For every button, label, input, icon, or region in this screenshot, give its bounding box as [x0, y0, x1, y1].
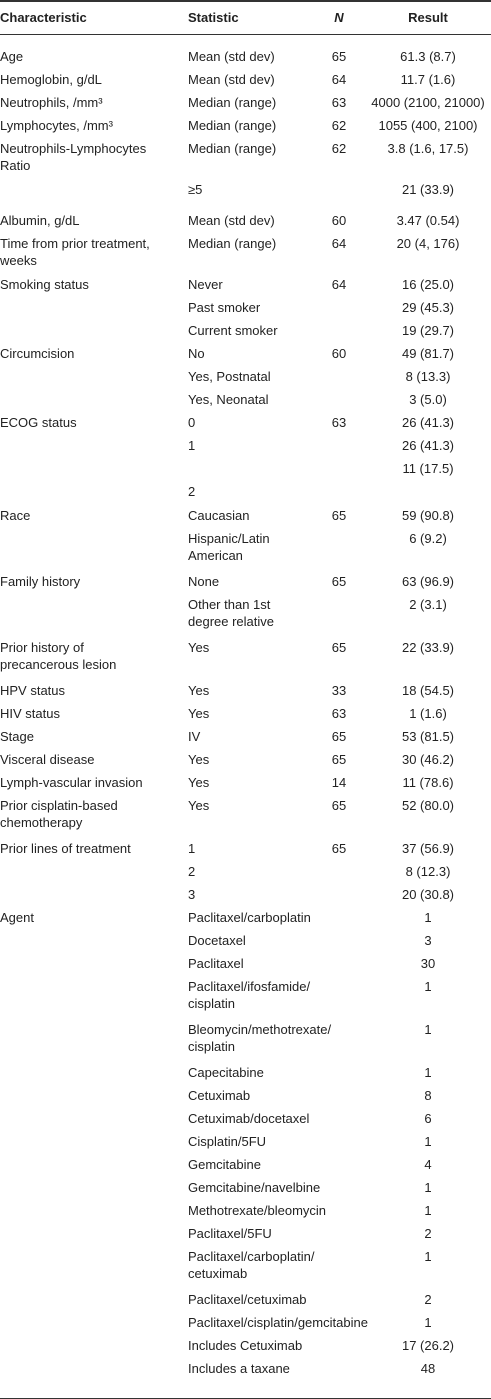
table-cell: Yes [188, 706, 210, 721]
table-cell: Cisplatin/5FU [188, 1134, 267, 1149]
table-cell: 63 (96.9) [401, 574, 455, 589]
table-cell: Median (range) [188, 141, 277, 156]
table-cell: Cetuximab/docetaxel [188, 1111, 310, 1126]
table-cell: Paclitaxel [188, 956, 244, 971]
table-cell: Never [188, 277, 223, 292]
table-cell: 3 [424, 933, 432, 948]
table-rule [0, 34, 491, 35]
table-cell: 1 [424, 1315, 432, 1330]
table-cell: 60 [331, 346, 347, 361]
table-cell: 1 (1.6) [409, 706, 447, 721]
table-cell: 8 [424, 1088, 432, 1103]
table-cell: 49 (81.7) [401, 346, 455, 361]
table-cell: 0 [188, 415, 196, 430]
table-cell: Includes Cetuximab [188, 1338, 303, 1353]
table-cell: 1 [188, 438, 196, 453]
table-cell: 17 (26.2) [401, 1338, 455, 1353]
table-cell: 3 [188, 887, 196, 902]
table-cell: No [188, 346, 205, 361]
table-cell: 65 [331, 574, 347, 589]
table-rule [0, 0, 491, 2]
table-cell: 11.7 (1.6) [400, 72, 456, 87]
table-cell: HIV status [0, 706, 60, 721]
table-cell: Mean (std dev) [188, 213, 275, 228]
table-cell: 16 (25.0) [401, 277, 455, 292]
table-cell: 61.3 (8.7) [400, 49, 456, 64]
table-cell: Time from prior treatment, weeks [0, 236, 150, 268]
table-cell: Median (range) [188, 95, 277, 110]
table-cell: Median (range) [188, 236, 277, 251]
table-cell: 6 [424, 1111, 432, 1126]
table-cell: 11 (17.5) [402, 461, 454, 476]
table-cell: Yes [188, 798, 210, 813]
table-cell: 3.8 (1.6, 17.5) [387, 141, 469, 156]
table-cell: 65 [331, 729, 347, 744]
table-cell: Gemcitabine/navelbine [188, 1180, 321, 1195]
table-cell: Paclitaxel/carboplatin/ cetuximab [188, 1249, 315, 1281]
table-cell: Visceral disease [0, 752, 95, 767]
table-cell: Stage [0, 729, 34, 744]
table-cell: 20 (4, 176) [396, 236, 460, 251]
table-cell: Caucasian [188, 508, 250, 523]
table-cell: 26 (41.3) [401, 415, 455, 430]
table-cell: 2 [424, 1226, 432, 1241]
table-cell: Gemcitabine [188, 1157, 261, 1172]
table-cell: ≥5 [188, 182, 203, 197]
table-cell: 2 [188, 864, 196, 879]
table-cell: Cetuximab [188, 1088, 251, 1103]
table-cell: 63 [331, 415, 347, 430]
table-cell: Prior lines of treatment [0, 841, 131, 856]
table-cell: 65 [331, 752, 347, 767]
table-cell: 65 [331, 508, 347, 523]
table-cell: 1 [424, 1203, 432, 1218]
table-cell: 52 (80.0) [401, 798, 455, 813]
table-cell: 26 (41.3) [401, 438, 455, 453]
table-cell: 53 (81.5) [401, 729, 455, 744]
table-cell: 19 (29.7) [401, 323, 455, 338]
table-cell: Median (range) [188, 118, 277, 133]
table-cell: Lymph-vascular invasion [0, 775, 143, 790]
table-cell: 1 [424, 1134, 432, 1149]
table-cell: 1 [188, 841, 196, 856]
table-cell: Paclitaxel/cisplatin/gemcitabine [188, 1315, 368, 1330]
table-cell: 14 [331, 775, 347, 790]
table-cell: 60 [331, 213, 347, 228]
table-cell: Paclitaxel/cetuximab [188, 1292, 307, 1307]
table-cell: 21 (33.9) [401, 182, 455, 197]
table-cell: 2 [424, 1292, 432, 1307]
table-cell: 64 [331, 236, 347, 251]
table-cell: None [188, 574, 220, 589]
table-cell: 1 [424, 1180, 432, 1195]
table-cell: 8 (13.3) [405, 369, 451, 384]
table-cell: 48 [420, 1361, 436, 1376]
table-cell: 20 (30.8) [401, 887, 455, 902]
table-cell: Circumcision [0, 346, 75, 361]
table-cell: 6 (9.2) [409, 531, 447, 546]
table-cell: Capecitabine [188, 1065, 264, 1080]
table-cell: 2 (3.1) [409, 597, 447, 612]
table-cell: Neutrophils, /mm³ [0, 95, 103, 110]
table-cell: Bleomycin/methotrexate/ cisplatin [188, 1022, 332, 1054]
table-cell: 65 [331, 798, 347, 813]
table-cell: Prior cisplatin-based chemotherapy [0, 798, 118, 830]
table-cell: 8 (12.3) [405, 864, 451, 879]
table-cell: 33 [331, 683, 347, 698]
table-cell: Hemoglobin, g/dL [0, 72, 102, 87]
table-cell: ECOG status [0, 415, 77, 430]
table-cell: 1 [424, 1249, 432, 1264]
table-cell: Yes [188, 752, 210, 767]
table-cell: 62 [331, 141, 347, 156]
table-cell: Family history [0, 574, 81, 589]
table-cell: 65 [331, 49, 347, 64]
table-cell: 1055 (400, 2100) [378, 118, 478, 133]
table-cell: Yes [188, 775, 210, 790]
column-header: N [334, 10, 344, 25]
table-cell: 22 (33.9) [401, 640, 455, 655]
table-cell: Paclitaxel/carboplatin [188, 910, 311, 925]
table-cell: Agent [0, 910, 34, 925]
table-cell: HPV status [0, 683, 66, 698]
table-cell: Paclitaxel/ifosfamide/ cisplatin [188, 979, 311, 1011]
table-cell: Smoking status [0, 277, 89, 292]
table-cell: 65 [331, 841, 347, 856]
table-cell: 63 [331, 706, 347, 721]
table-cell: 4 [424, 1157, 432, 1172]
table-cell: Neutrophils-Lymphocytes Ratio [0, 141, 147, 173]
table-cell: Mean (std dev) [188, 72, 275, 87]
table-cell: 64 [331, 277, 347, 292]
table-cell: 63 [331, 95, 347, 110]
table-cell: 29 (45.3) [401, 300, 455, 315]
table-cell: Yes, Neonatal [188, 392, 269, 407]
table-cell: Mean (std dev) [188, 49, 275, 64]
table-cell: Past smoker [188, 300, 261, 315]
table-cell: 59 (90.8) [401, 508, 455, 523]
table-cell: 4000 (2100, 21000) [371, 95, 485, 110]
table-cell: Hispanic/Latin American [188, 531, 270, 563]
table-cell: Race [0, 508, 31, 523]
table-cell: Paclitaxel/5FU [188, 1226, 272, 1241]
table-cell: Prior history of precancerous lesion [0, 640, 117, 672]
column-header: Statistic [188, 10, 239, 25]
table-cell: 65 [331, 640, 347, 655]
table-cell: 2 [188, 484, 196, 499]
table-cell: 1 [424, 910, 432, 925]
table-cell: 11 (78.6) [402, 775, 454, 790]
table-cell: 3 (5.0) [409, 392, 447, 407]
column-header: Characteristic [0, 10, 87, 25]
table-cell: 3.47 (0.54) [396, 213, 460, 228]
table-cell: 62 [331, 118, 347, 133]
table-cell: IV [188, 729, 201, 744]
table-cell: Yes [188, 640, 210, 655]
table-cell: 18 (54.5) [401, 683, 455, 698]
table-cell: 30 [420, 956, 436, 971]
table-cell: Lymphocytes, /mm³ [0, 118, 113, 133]
table-cell: 30 (46.2) [401, 752, 455, 767]
table-cell: Includes a taxane [188, 1361, 290, 1376]
table-cell: Yes [188, 683, 210, 698]
column-header: Result [408, 10, 448, 25]
table-cell: 1 [424, 1022, 432, 1037]
table-cell: 1 [424, 1065, 432, 1080]
table-cell: Docetaxel [188, 933, 246, 948]
table-cell: Current smoker [188, 323, 278, 338]
table-cell: Yes, Postnatal [188, 369, 271, 384]
table-cell: 1 [424, 979, 432, 994]
table-cell: Methotrexate/bleomycin [188, 1203, 327, 1218]
table-cell: Albumin, g/dL [0, 213, 80, 228]
table-cell: 64 [331, 72, 347, 87]
table-cell: Other than 1st degree relative [188, 597, 274, 629]
table-cell: 37 (56.9) [401, 841, 455, 856]
table-cell: Age [0, 49, 24, 64]
